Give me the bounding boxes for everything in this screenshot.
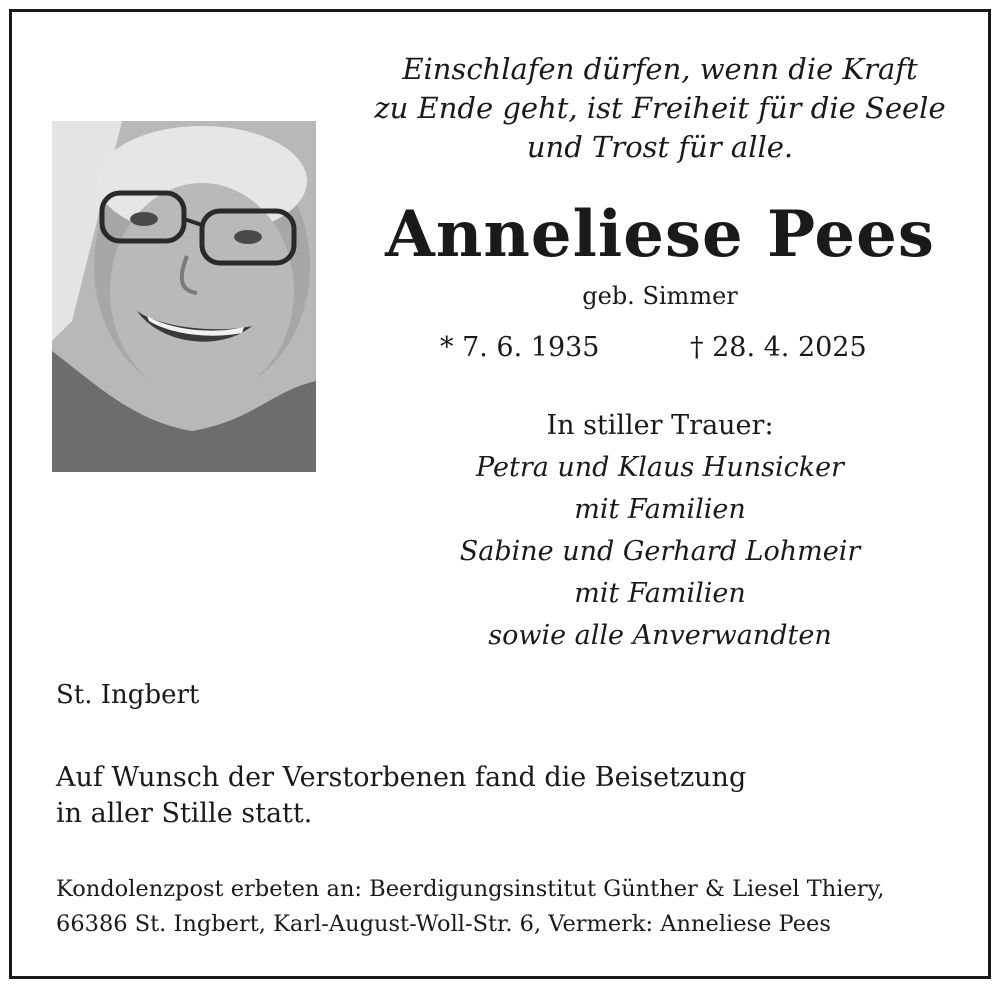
portrait-photo (52, 121, 316, 472)
death-date: † 28. 4. 2025 (690, 332, 867, 363)
burial-notice (56, 760, 746, 832)
condolence-line: Kondolenzpost erbeten an: Beerdigungsinstitut Günther & Liesel Thiery, (56, 876, 885, 902)
mourners-heading: In stiller Trauer: (546, 410, 774, 441)
mourner-line: Petra und Klaus Hunsicker (476, 452, 844, 483)
mourner-line: Sabine und Gerhard Lohmeir (459, 536, 861, 567)
birth-name: geb. Simmer (582, 282, 738, 310)
mourner-line: sowie alle Anverwandten (488, 620, 832, 651)
birth-date: * 7. 6. 1935 (440, 332, 600, 363)
condolence-line: 66386 St. Ingbert, Karl-August-Woll-Str. 6, Vermerk: Anneliese Pees (56, 911, 831, 937)
motto-line: Einschlafen dürfen, wenn die Kraft (402, 52, 918, 86)
motto-quote (360, 50, 960, 167)
deceased-name: Anneliese Pees (385, 197, 935, 272)
motto-line: zu Ende geht, ist Freiheit für die Seele (374, 91, 946, 125)
mourners-block (410, 405, 910, 657)
mourner-line: mit Familien (574, 494, 746, 525)
portrait-illustration (52, 121, 316, 472)
notice-line: Auf Wunsch der Verstorbenen fand die Beisetzung (56, 762, 747, 793)
place-name: St. Ingbert (56, 680, 200, 710)
notice-line: in aller Stille statt. (56, 798, 313, 829)
mourner-line: mit Familien (574, 578, 746, 609)
motto-line: und Trost für alle. (526, 130, 794, 164)
condolence-address (56, 872, 884, 942)
